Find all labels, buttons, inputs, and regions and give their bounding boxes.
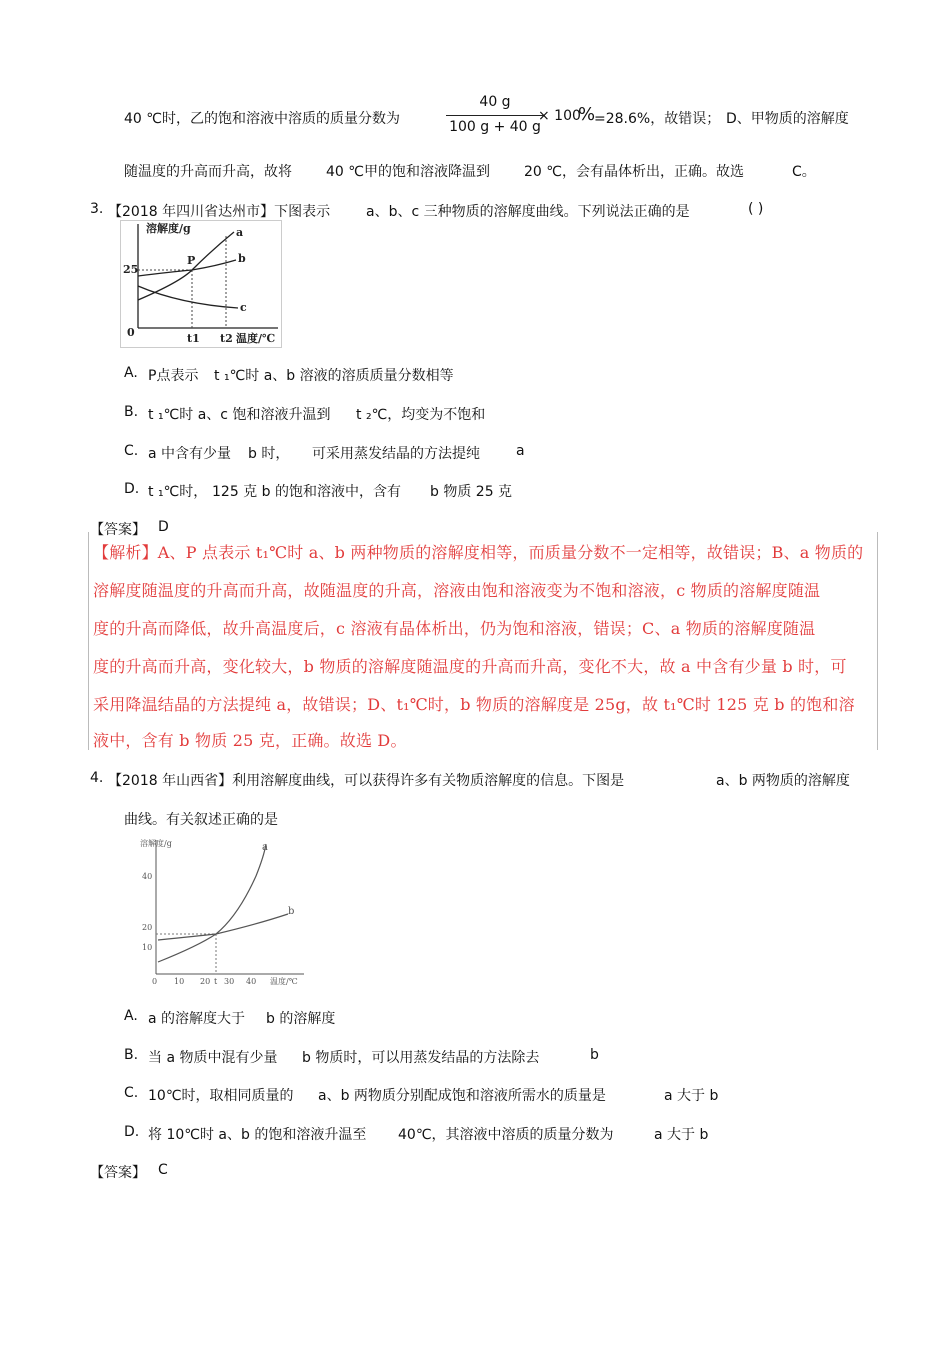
option-text: t ₁℃时 a、c 饱和溶液升温到	[148, 407, 331, 423]
option-text: P点表示	[148, 368, 199, 384]
y-tick-40: 40	[142, 872, 153, 881]
x-tick-30: 30	[224, 977, 235, 986]
x-tick-t1: t1	[187, 332, 200, 345]
option-text: a 大于 b	[664, 1088, 719, 1104]
q3-analysis-box	[88, 532, 878, 750]
solubility-chart-q3	[120, 220, 282, 348]
prev-line2-b: 40 ℃甲的饱和溶液降温到	[326, 164, 490, 180]
x-tick-40: 40	[246, 977, 257, 986]
curve-b-label: b	[288, 906, 295, 917]
fraction-denominator: 100 g + 40 g	[449, 119, 541, 135]
option-text: a 的溶解度大于	[148, 1011, 246, 1027]
question-number: 4.	[90, 770, 104, 786]
x-tick-t2: t2	[220, 332, 233, 345]
answer-label: 【答案】	[90, 1165, 146, 1181]
prev-line2-d: C。	[792, 164, 816, 180]
x-tick-0: 0	[152, 977, 158, 986]
answer-value: C	[158, 1162, 168, 1178]
x-tick-20: 20	[200, 977, 211, 986]
option-letter: D.	[124, 481, 140, 497]
prev-line1-text: 40 ℃时，乙的饱和溶液中溶质的质量分数为	[124, 111, 400, 127]
prev-line2-c: 20 ℃，会有晶体析出，正确。故选	[524, 164, 744, 180]
percent-sign: %	[578, 104, 596, 125]
option-letter: C.	[124, 1085, 139, 1101]
mass-fraction-formula	[440, 94, 550, 135]
option-text: 当 a 物质中混有少量	[148, 1050, 278, 1066]
option-text: a、b 两物质分别配成饱和溶液所需水的质量是	[318, 1088, 606, 1104]
option-text: a 大于 b	[654, 1127, 709, 1143]
y-axis-label: 溶解度/g	[140, 839, 172, 848]
option-letter: B.	[124, 1047, 139, 1063]
origin-label: 0	[127, 326, 135, 339]
analysis-line: 溶解度随温度的升高而升高，故随温度的升高，溶液由饱和溶液变为不饱和溶液，c 物质的溶解度随温	[93, 581, 821, 600]
question-number: 3.	[90, 201, 104, 217]
option-letter: C.	[124, 443, 139, 459]
y-tick-10: 10	[142, 943, 153, 952]
y-axis-label: 溶解度/g	[146, 222, 191, 235]
analysis-line: 采用降温结晶的方法提纯 a，故错误；D、t₁℃时，b 物质的溶解度是 25g，故 t₁℃时 125 克 b 的饱和溶	[93, 695, 855, 714]
x-tick-t: t	[214, 977, 218, 986]
point-p-label: P	[187, 254, 196, 267]
answer-paren: ( )	[748, 201, 764, 217]
option-text: b 时，	[248, 446, 290, 462]
option-text: a	[516, 443, 525, 459]
question-source: 【2018 年山西省】利用溶解度曲线，可以获得许多有关物质溶解度的信息。下图是	[108, 773, 625, 789]
option-text: b 的溶解度	[266, 1011, 336, 1027]
multiply-100: × 100	[538, 108, 581, 124]
option-d-remark: D、甲物质的溶解度	[726, 111, 849, 127]
question-stem: a、b、c 三种物质的溶解度曲线。下列说法正确的是	[366, 204, 690, 220]
analysis-line: 度的升高而升高，变化较大，b 物质的溶解度随温度的升高而升高，变化不大，故 a 中含有少量 b 时，可	[93, 657, 847, 676]
result-text: =28.6%，故错误；	[594, 111, 721, 127]
option-text: a 中含有少量	[148, 446, 232, 462]
prev-line2-a: 随温度的升高而升高，故将	[124, 164, 292, 180]
option-letter: D.	[124, 1124, 140, 1140]
solubility-chart-q4	[138, 834, 310, 986]
question-stem-line2: 曲线。有关叙述正确的是	[124, 812, 278, 828]
option-letter: B.	[124, 404, 139, 420]
question-source: 【2018 年四川省达州市】下图表示	[108, 204, 331, 220]
curve-a-label: a	[236, 226, 244, 239]
curve-a	[158, 844, 266, 962]
y-tick-25: 25	[123, 263, 139, 276]
option-text: b	[590, 1047, 599, 1063]
curve-b-label: b	[238, 252, 246, 265]
option-text: 40℃，其溶液中溶质的质量分数为	[398, 1127, 614, 1143]
x-axis-label: 温度/℃	[270, 977, 298, 986]
fraction-numerator: 40 g	[479, 94, 511, 110]
y-tick-20: 20	[142, 923, 153, 932]
option-text: t ₁℃时，	[148, 484, 208, 500]
question-stem-tail: a、b 两物质的溶解度	[716, 773, 850, 789]
option-text: b 物质时，可以用蒸发结晶的方法除去	[302, 1050, 540, 1066]
answer-value: D	[158, 519, 169, 535]
curve-a-label: a	[262, 842, 268, 853]
option-letter: A.	[124, 365, 138, 381]
option-text: 将 10℃时 a、b 的饱和溶液升温至	[148, 1127, 367, 1143]
analysis-line: 液中，含有 b 物质 25 克，正确。故选 D。	[93, 731, 407, 750]
option-text: t ₁℃时 a、b 溶液的溶质质量分数相等	[214, 368, 454, 384]
x-tick-10: 10	[174, 977, 185, 986]
x-axis-label: 温度/℃	[236, 332, 276, 345]
option-text: 125 克 b 的饱和溶液中，含有	[212, 484, 401, 500]
option-text: 10℃时，取相同质量的	[148, 1088, 294, 1104]
option-text: b 物质 25 克	[430, 484, 513, 500]
curve-c-label: c	[240, 301, 247, 314]
answer-label: 【答案】	[90, 522, 146, 538]
analysis-line: 度的升高而降低，故升高温度后，c 溶液有晶体析出，仍为饱和溶液，错误；C、a 物质的溶解度随温	[93, 619, 816, 638]
analysis-line: 【解析】A、P 点表示 t₁℃时 a、b 两种物质的溶解度相等，而质量分数不一定相等，故错误；B、a 物质的	[93, 543, 864, 562]
option-text: t ₂℃，均变为不饱和	[356, 407, 486, 423]
option-letter: A.	[124, 1008, 138, 1024]
option-text: 可采用蒸发结晶的方法提纯	[312, 446, 480, 462]
fraction-bar	[446, 115, 544, 116]
